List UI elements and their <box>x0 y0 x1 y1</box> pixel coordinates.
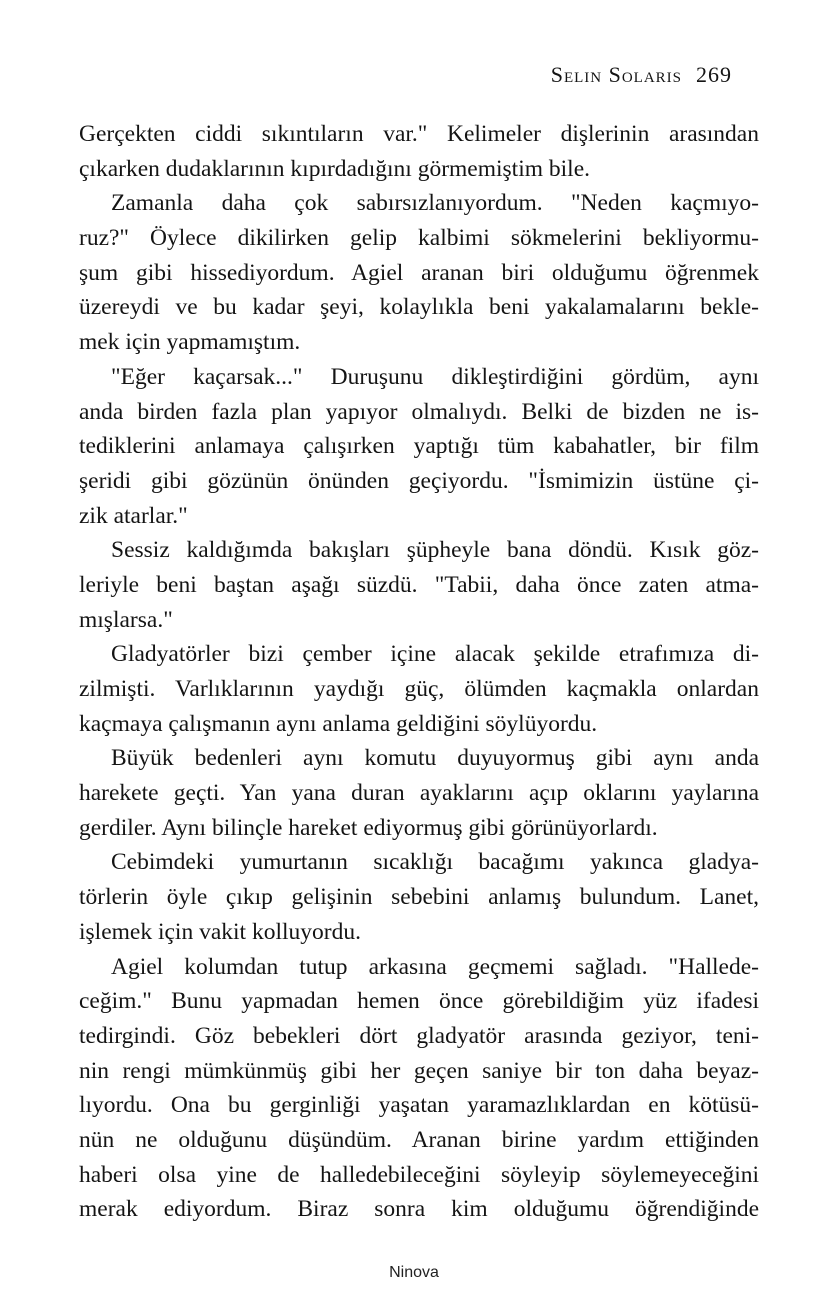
page-number: 269 <box>696 62 732 87</box>
text-line: merak ediyordum. Biraz sonra kim olduğumu öğrendiğinde <box>79 1196 759 1223</box>
text-line: nin rengi mümkünmüş gibi her geçen saniye bir ton daha beyaz- <box>79 1057 759 1084</box>
text-line: gerdiler. Aynı bilinçle hareket ediyormuş gibi görünüyorlardı. <box>79 814 658 841</box>
text-line: işlemek için vakit kolluyordu. <box>79 918 361 945</box>
text-line: Gladyatörler bizi çember içine alacak şekilde etrafımıza di- <box>111 641 759 668</box>
text-line: ceğim." Bunu yapmadan hemen önce görebildiğim yüz ifadesi <box>79 988 759 1015</box>
text-line: lıyordu. Ona bu gerginliği yaşatan yaramazlıklardan en kötüsü- <box>79 1092 759 1119</box>
text-line: Agiel kolumdan tutup arkasına geçmemi sağladı. "Hallede- <box>111 953 759 980</box>
text-line: nün ne olduğunu düşündüm. Aranan birine yardım ettiğinden <box>79 1126 759 1153</box>
text-line: tediklerini anlamaya çalışırken yaptığı tüm kabahatler, bir film <box>79 433 759 460</box>
text-line: şeridi gibi gözünün önünden geçiyordu. "İsmimizin üstüne çi- <box>79 467 759 494</box>
text-line: mek için yapmamıştım. <box>79 329 301 356</box>
text-line: harekete geçti. Yan yana duran ayaklarını açıp oklarını yaylarına <box>79 780 759 807</box>
text-line: mışlarsa." <box>79 606 173 633</box>
text-line: Büyük bedenleri aynı komutu duyuyormuş gibi aynı anda <box>111 745 759 772</box>
text-line: haberi olsa yine de halledebileceğini söyleyip söylemeyeceğini <box>79 1161 759 1188</box>
text-line: ruz?" Öylece dikilirken gelip kalbimi sökmelerini bekliyormu- <box>79 225 759 252</box>
text-line: şum gibi hissediyordum. Agiel aranan biri olduğumu öğrenmek <box>79 259 759 286</box>
text-line: Zamanla daha çok sabırsızlanıyordum. "Neden kaçmıyo- <box>111 190 759 217</box>
text-line: kaçmaya çalışmanın aynı anlama geldiğini söylüyordu. <box>79 710 598 737</box>
text-line: Sessiz kaldığımda bakışları şüpheyle bana döndü. Kısık göz- <box>111 537 759 564</box>
text-line: anda birden fazla plan yapıyor olmalıydı. Belki de bizden ne is- <box>79 398 759 425</box>
text-line: "Eğer kaçarsak..." Duruşunu dikleştirdiğini gördüm, aynı <box>111 363 759 390</box>
body-text <box>79 117 759 1227</box>
text-line: tedirgindi. Göz bebekleri dört gladyatör arasında geziyor, teni- <box>79 1022 759 1049</box>
running-header <box>551 62 732 88</box>
running-header-title: Selin Solaris <box>550 62 682 87</box>
text-line: törlerin öyle çıkıp gelişinin sebebini anlamış bulundum. Lanet, <box>79 884 759 911</box>
text-line: Cebimdeki yumurtanın sıcaklığı bacağımı yakınca gladya- <box>111 849 759 876</box>
text-line: zilmişti. Varlıklarının yaydığı güç, ölümden kaçmakla onlardan <box>79 676 759 702</box>
text-line: zik atarlar." <box>79 502 188 529</box>
text-line: üzereydi ve bu kadar şeyi, kolaylıkla beni yakalamalarını bekle- <box>79 294 759 321</box>
text-line: çıkarken dudaklarının kıpırdadığını görmemiştim bile. <box>79 155 591 182</box>
text-line: leriyle beni baştan aşağı süzdü. "Tabii, daha önce zaten atma- <box>79 571 759 598</box>
publisher-footer: Ninova <box>389 1264 439 1281</box>
text-line: Gerçekten ciddi sıkıntıların var." Kelimeler dişlerinin arasından <box>79 121 759 147</box>
